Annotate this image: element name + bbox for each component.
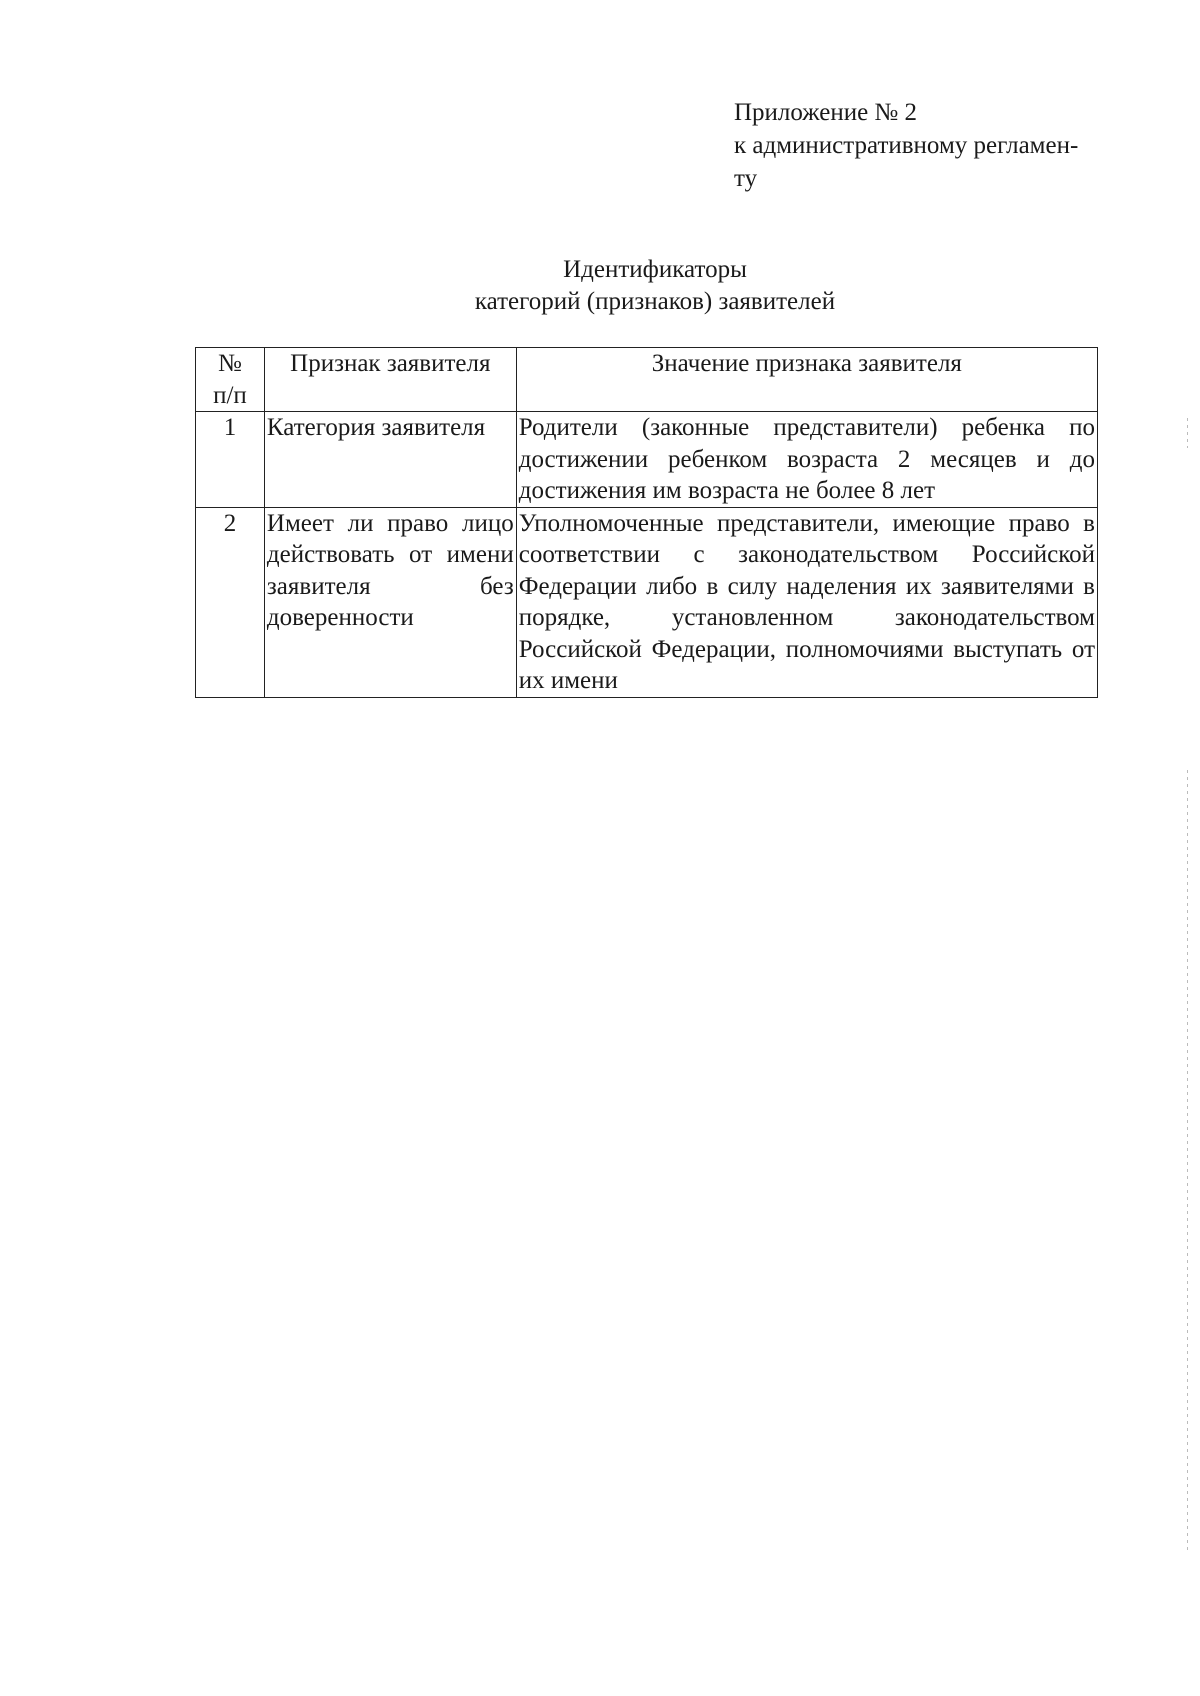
row-sign: Имеет ли право лицо действовать от имени заявителя без доверенности <box>264 507 516 697</box>
title-line-1: Идентификаторы <box>563 256 747 283</box>
row-value: Уполномоченные представители, имеющие право в соответствии с законодательством Российской Федерации либо в силу наделения их заявителями в порядке, установленном законодательством Российской Федерации, полномочиями выступать от их имени <box>516 507 1097 697</box>
header-number <box>196 348 265 412</box>
scan-edge-mark <box>1187 418 1188 448</box>
header-number-abbr: п/п <box>213 381 247 409</box>
document-title <box>0 254 1200 318</box>
appendix-header <box>734 96 1114 195</box>
table-row <box>196 412 1098 508</box>
header-number-symbol: № <box>218 350 242 377</box>
header-sign: Признак заявителя <box>264 348 516 412</box>
row-number: 2 <box>196 507 265 697</box>
row-sign: Категория заявителя <box>264 412 516 508</box>
header-value: Значение признака заявителя <box>516 348 1097 412</box>
appendix-reference: к административному регламен- <box>734 132 1079 159</box>
row-value: Родители (законные представители) ребенка по достижении ребенком возраста 2 месяцев и до достижения им возраста не более 8 лет <box>516 412 1097 508</box>
scan-edge-mark <box>1187 770 1188 1550</box>
table-row <box>196 507 1098 697</box>
table-header-row <box>196 348 1098 412</box>
row-number: 1 <box>196 412 265 508</box>
appendix-reference-continued: ту <box>734 165 758 192</box>
title-line-2: категорий (признаков) заявителей <box>474 288 836 315</box>
identifiers-table <box>195 347 1098 698</box>
appendix-number: Приложение № 2 <box>734 99 918 126</box>
